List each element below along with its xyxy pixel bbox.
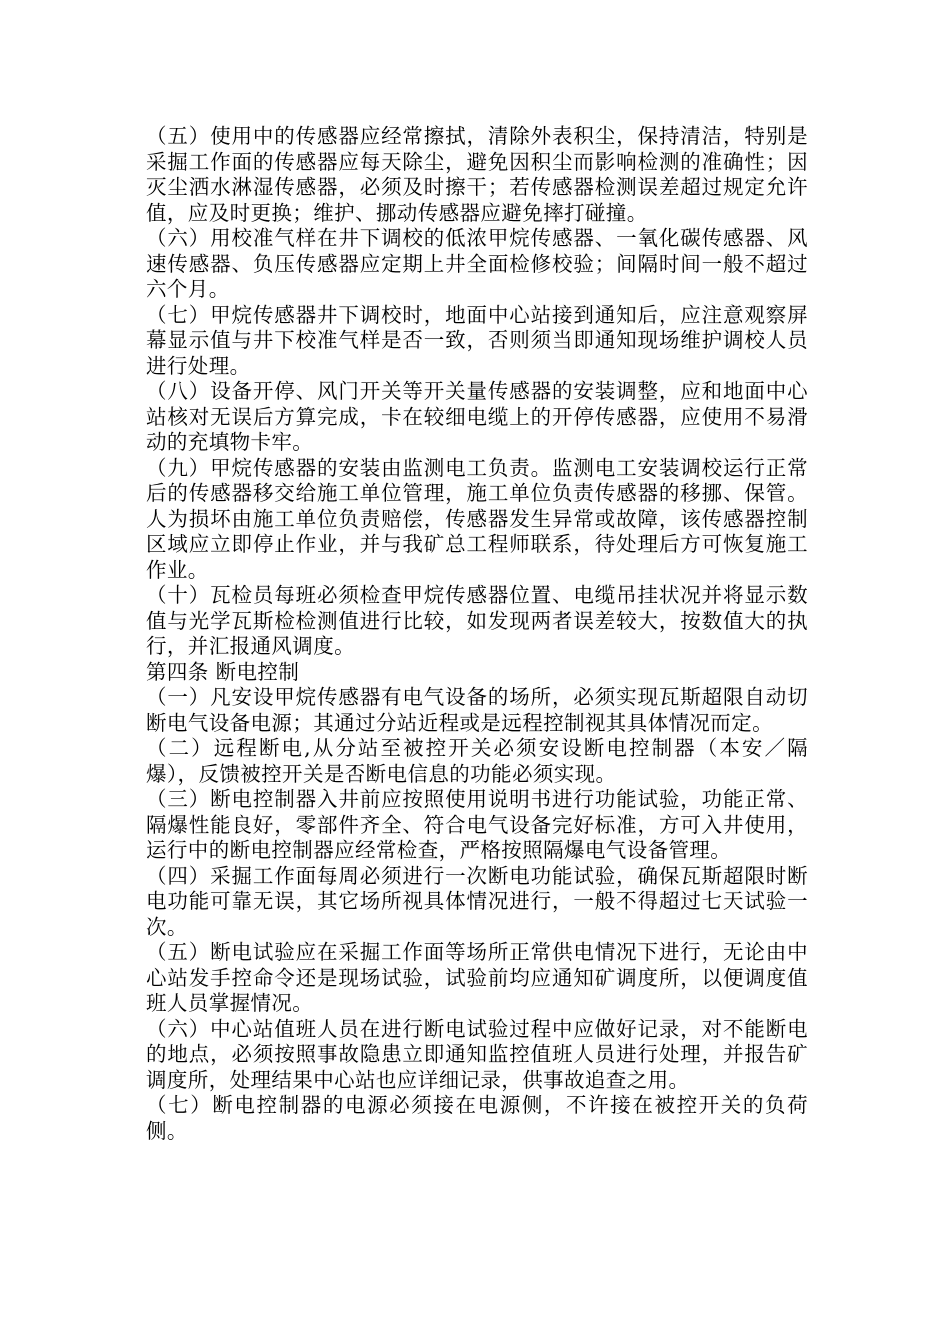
section-heading-article-4: 第四条 断电控制: [146, 659, 300, 684]
paragraph-1-auto-cutoff: （一）凡安设甲烷传感器有电气设备的场所，必须实现瓦斯超限自动切断电气设备电源；其通过分站近程或是远程控制视其具体情况而定。: [146, 685, 808, 735]
paragraph-5-sensor-cleaning: （五）使用中的传感器应经常擦拭，清除外表积尘，保持清洁，特别是采掘工作面的传感器应每天除尘，避免因积尘而影响检测的准确性；因灭尘洒水淋湿传感器，必须及时擦干；若传感器检测误差超过规定允许值，应及时更换；维护、挪动传感器应避免摔打碰撞。: [146, 124, 808, 225]
document-body: [146, 124, 808, 1144]
paragraph-9-methane-installation: （九）甲烷传感器的安装由监测电工负责。监测电工安装调校运行正常后的传感器移交给施工单位管理，施工单位负责传感器的移挪、保管。人为损坏由施工单位负责赔偿，传感器发生异常或故障，该传感器控制区域应立即停止作业，并与我矿总工程师联系，待处理后方可恢复施工作业。: [146, 455, 808, 582]
paragraph-7-methane-calibration: （七）甲烷传感器井下调校时，地面中心站接到通知后，应注意观察屏幕显示值与井下校准气样是否一致，否则须当即通知现场维护调校人员进行处理。: [146, 302, 808, 378]
paragraph-6-calibration-interval: （六）用校准气样在井下调校的低浓甲烷传感器、一氧化碳传感器、风速传感器、负压传感器应定期上井全面检修校验；间隔时间一般不超过六个月。: [146, 226, 808, 301]
paragraph-5-test-conditions: （五）断电试验应在采掘工作面等场所正常供电情况下进行，无论由中心站发手控命令还是现场试验，试验前均应通知矿调度所，以便调度值班人员掌握情况。: [146, 940, 808, 1015]
paragraph-6-test-records: （六）中心站值班人员在进行断电试验过程中应做好记录，对不能断电的地点，必须按照事故隐患立即通知监控值班人员进行处理，并报告矿调度所，处理结果中心站也应详细记录，供事故追查之用。: [146, 1016, 808, 1092]
paragraph-4-weekly-test: （四）采掘工作面每周必须进行一次断电功能试验，确保瓦斯超限时断电功能可靠无误，其它场所视具体情况进行，一般不得超过七天试验一次。: [146, 863, 808, 939]
paragraph-2-remote-cutoff: （二）远程断电,从分站至被控开关必须安设断电控制器（本安／隔爆），反馈被控开关是否断电信息的功能必须实现。: [146, 736, 808, 786]
paragraph-3-controller-test: （三）断电控制器入井前应按照使用说明书进行功能试验，功能正常、隔爆性能良好，零部件齐全、符合电气设备完好标准，方可入井使用，运行中的断电控制器应经常检查，严格按照隔爆电气设备管理。: [146, 787, 808, 862]
paragraph-7-power-source: （七）断电控制器的电源必须接在电源侧，不许接在被控开关的负荷侧。: [146, 1093, 808, 1143]
paragraph-10-gas-inspector: （十）瓦检员每班必须检查甲烷传感器位置、电缆吊挂状况并将显示数值与光学瓦斯检检测值进行比较，如发现两者误差较大，按数值大的执行，并汇报通风调度。: [146, 583, 808, 658]
paragraph-8-switch-sensors: （八）设备开停、风门开关等开关量传感器的安装调整，应和地面中心站核对无误后方算完成，卡在较细电缆上的开停传感器，应使用不易滑动的充填物卡牢。: [146, 379, 808, 454]
